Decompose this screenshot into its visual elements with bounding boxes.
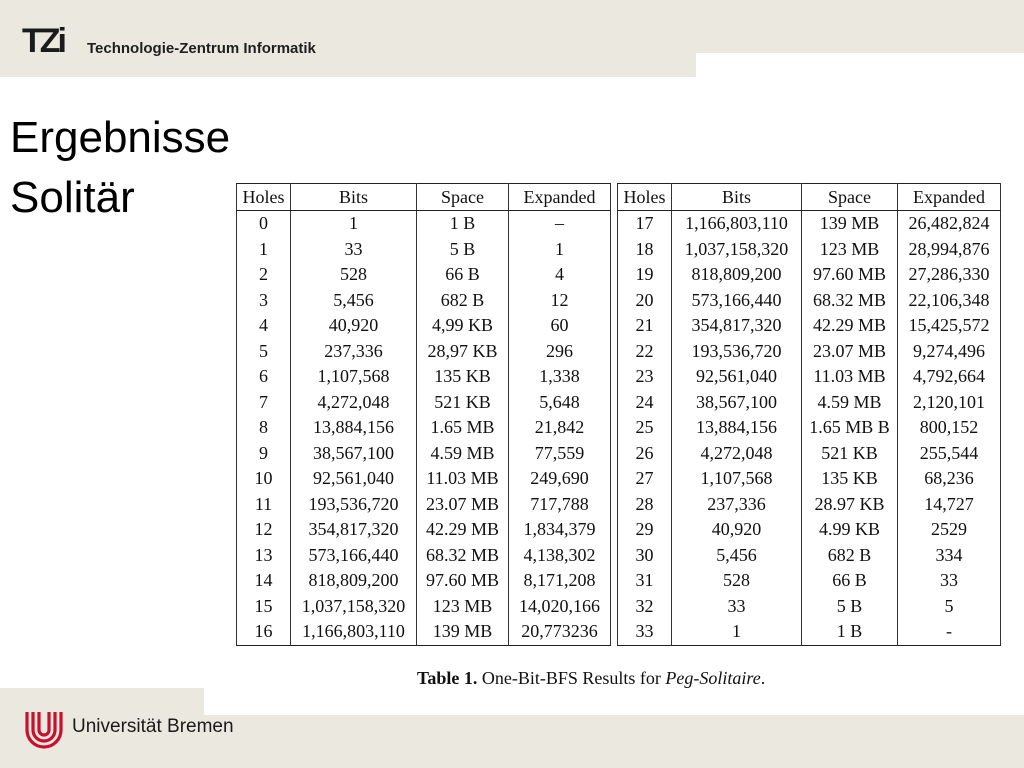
table-row [237, 492, 611, 518]
table-row [618, 415, 1001, 441]
table-cell: 4,99 KB [417, 313, 509, 339]
table-cell: 2,120,101 [898, 390, 1001, 416]
table-cell: 249,690 [509, 466, 611, 492]
table-row [237, 339, 611, 365]
table-cell: 237,336 [672, 492, 802, 518]
table-row [237, 568, 611, 594]
table-cell: 77,559 [509, 441, 611, 467]
title-line-1: Ergebnisse [10, 113, 231, 162]
table-cell: 4,272,048 [291, 390, 417, 416]
table-cell: 27,286,330 [898, 262, 1001, 288]
table-cell: 40,920 [672, 517, 802, 543]
table-row [618, 441, 1001, 467]
table-cell: 4,138,302 [509, 543, 611, 569]
table-cell: 682 B [802, 543, 898, 569]
table-cell: 68.32 MB [802, 288, 898, 314]
table-cell: 25 [618, 415, 672, 441]
table-cell: 1 [509, 237, 611, 263]
table-cell: 18 [618, 237, 672, 263]
table-cell: 1 [672, 619, 802, 645]
table-cell: 7 [237, 390, 291, 416]
table-cell: 28.97 KB [802, 492, 898, 518]
column-header: Expanded [509, 184, 611, 211]
table-body-right [618, 211, 1001, 646]
org-name: Technologie-Zentrum Informatik [87, 40, 316, 57]
table-row [618, 568, 1001, 594]
table-cell: 16 [237, 619, 291, 645]
table-cell: 682 B [417, 288, 509, 314]
table-cell: 97.60 MB [417, 568, 509, 594]
table-row [618, 211, 1001, 237]
tzi-logo [22, 24, 76, 58]
caption-label: Table 1. [417, 668, 478, 688]
caption-end: . [760, 668, 766, 688]
table-cell: 22,106,348 [898, 288, 1001, 314]
table-cell: 334 [898, 543, 1001, 569]
table-cell: 33 [672, 594, 802, 620]
table-cell: 717,788 [509, 492, 611, 518]
table-cell: 139 MB [417, 619, 509, 645]
table-caption [417, 668, 765, 689]
table-cell: 4,272,048 [672, 441, 802, 467]
header-band-right [696, 0, 1024, 53]
table-cell: 1,037,158,320 [291, 594, 417, 620]
table-cell: 14,727 [898, 492, 1001, 518]
caption-emphasis: Peg-Solitaire [665, 668, 761, 688]
table-row [618, 237, 1001, 263]
table-cell: 818,809,200 [291, 568, 417, 594]
table-cell: 26,482,824 [898, 211, 1001, 237]
table-cell: 4.99 KB [802, 517, 898, 543]
table-cell: 38,567,100 [672, 390, 802, 416]
table-cell: 135 KB [417, 364, 509, 390]
table-cell: 42.29 MB [802, 313, 898, 339]
table-cell: 4.59 MB [417, 441, 509, 467]
table-cell: 28 [618, 492, 672, 518]
table-cell: 4.59 MB [802, 390, 898, 416]
table-cell: 528 [291, 262, 417, 288]
university-bremen-logo [23, 708, 65, 750]
table-cell: 30 [618, 543, 672, 569]
table-cell: 1,834,379 [509, 517, 611, 543]
table-cell: 14 [237, 568, 291, 594]
table-row [618, 466, 1001, 492]
table-cell: 13,884,156 [291, 415, 417, 441]
table-row [237, 313, 611, 339]
table-cell: 193,536,720 [672, 339, 802, 365]
table-cell: 1 [291, 211, 417, 237]
table-header-row [618, 184, 1001, 211]
table-cell: 4 [237, 313, 291, 339]
table-row [237, 390, 611, 416]
table-cell: 20,773236 [509, 619, 611, 645]
table-cell: 33 [898, 568, 1001, 594]
table-cell: 3 [237, 288, 291, 314]
table-cell: 1 B [802, 619, 898, 645]
table-cell: 19 [618, 262, 672, 288]
table-cell: 4 [509, 262, 611, 288]
table-cell: 354,817,320 [672, 313, 802, 339]
table-cell: 1,107,568 [291, 364, 417, 390]
table-cell: 21 [618, 313, 672, 339]
table-cell: 1 B [417, 211, 509, 237]
table-cell: 123 MB [417, 594, 509, 620]
table-row [618, 543, 1001, 569]
table-cell: - [898, 619, 1001, 645]
table-row [237, 415, 611, 441]
table-row [618, 517, 1001, 543]
table-cell: 38,567,100 [291, 441, 417, 467]
table-cell: 10 [237, 466, 291, 492]
table-cell: 818,809,200 [672, 262, 802, 288]
table-cell: 97.60 MB [802, 262, 898, 288]
column-header: Holes [237, 184, 291, 211]
table-row [237, 441, 611, 467]
table-row [618, 364, 1001, 390]
table-row [618, 262, 1001, 288]
table-cell: 92,561,040 [291, 466, 417, 492]
svg-text:TZi: TZi [22, 24, 64, 58]
table-cell: 521 KB [417, 390, 509, 416]
table-row [237, 619, 611, 645]
caption-text: One-Bit-BFS Results for [481, 668, 661, 688]
table-cell: 5,456 [672, 543, 802, 569]
table-cell: 24 [618, 390, 672, 416]
table-cell: 1,166,803,110 [291, 619, 417, 645]
table-cell: 135 KB [802, 466, 898, 492]
table-cell: 528 [672, 568, 802, 594]
table-cell: 9,274,496 [898, 339, 1001, 365]
table-body-left [237, 211, 611, 646]
table-cell: 0 [237, 211, 291, 237]
table-cell: 23 [618, 364, 672, 390]
table-cell: 33 [618, 619, 672, 645]
university-name: Universität Bremen [72, 716, 234, 737]
column-header: Bits [672, 184, 802, 211]
table-cell: 12 [237, 517, 291, 543]
table-cell: 5,456 [291, 288, 417, 314]
table-cell: 9 [237, 441, 291, 467]
table-row [618, 288, 1001, 314]
table-cell: 60 [509, 313, 611, 339]
table-cell: 66 B [417, 262, 509, 288]
table-cell: 68.32 MB [417, 543, 509, 569]
table-cell: 11.03 MB [417, 466, 509, 492]
table-cell: 5 [898, 594, 1001, 620]
table-cell: 12 [509, 288, 611, 314]
table-cell: 193,536,720 [291, 492, 417, 518]
column-header: Bits [291, 184, 417, 211]
table-cell: 15,425,572 [898, 313, 1001, 339]
table-cell: 573,166,440 [672, 288, 802, 314]
table-cell: 42.29 MB [417, 517, 509, 543]
table-cell: 2 [237, 262, 291, 288]
table-cell: 13,884,156 [672, 415, 802, 441]
table-cell: 4,792,664 [898, 364, 1001, 390]
table-cell: 23.07 MB [417, 492, 509, 518]
table-header-row [237, 184, 611, 211]
title-line-2: Solitär [10, 173, 135, 222]
table-cell: 1,166,803,110 [672, 211, 802, 237]
table-cell: 2529 [898, 517, 1001, 543]
table-row [237, 543, 611, 569]
column-header: Holes [618, 184, 672, 211]
table-cell: 8,171,208 [509, 568, 611, 594]
table-cell: 123 MB [802, 237, 898, 263]
table-cell: 354,817,320 [291, 517, 417, 543]
table-cell: 17 [618, 211, 672, 237]
table-cell: 22 [618, 339, 672, 365]
table-cell: 1 [237, 237, 291, 263]
table-row [237, 288, 611, 314]
results-table-right [617, 183, 1001, 646]
column-header: Expanded [898, 184, 1001, 211]
table-cell: 5 B [802, 594, 898, 620]
table-cell: 27 [618, 466, 672, 492]
table-cell: 5 B [417, 237, 509, 263]
page-title [10, 108, 230, 228]
table-row [237, 211, 611, 237]
table-cell: 237,336 [291, 339, 417, 365]
table-row [237, 517, 611, 543]
table-row [618, 594, 1001, 620]
table-cell: 573,166,440 [291, 543, 417, 569]
table-cell: 6 [237, 364, 291, 390]
table-row [618, 313, 1001, 339]
table-cell: 68,236 [898, 466, 1001, 492]
table-cell: 28,994,876 [898, 237, 1001, 263]
header-band [0, 0, 696, 77]
table-cell: 255,544 [898, 441, 1001, 467]
table-row [237, 262, 611, 288]
table-cell: 1,037,158,320 [672, 237, 802, 263]
table-row [618, 339, 1001, 365]
table-cell: 5,648 [509, 390, 611, 416]
table-cell: 66 B [802, 568, 898, 594]
table-cell: 8 [237, 415, 291, 441]
table-cell: 21,842 [509, 415, 611, 441]
table-row [237, 237, 611, 263]
table-cell: 20 [618, 288, 672, 314]
table-cell: 23.07 MB [802, 339, 898, 365]
table-cell: 139 MB [802, 211, 898, 237]
table-cell: 521 KB [802, 441, 898, 467]
table-cell: 13 [237, 543, 291, 569]
table-row [618, 390, 1001, 416]
table-cell: 800,152 [898, 415, 1001, 441]
table-row [237, 364, 611, 390]
table-row [618, 492, 1001, 518]
table-cell: 296 [509, 339, 611, 365]
table-row [618, 619, 1001, 645]
table-cell: 1.65 MB B [802, 415, 898, 441]
table-cell: 26 [618, 441, 672, 467]
table-cell: 33 [291, 237, 417, 263]
table-cell: 40,920 [291, 313, 417, 339]
footer-band-right [204, 715, 1024, 768]
table-cell: 15 [237, 594, 291, 620]
column-header: Space [417, 184, 509, 211]
table-cell: – [509, 211, 611, 237]
results-table-left [236, 183, 611, 646]
table-cell: 14,020,166 [509, 594, 611, 620]
table-cell: 11 [237, 492, 291, 518]
table-cell: 11.03 MB [802, 364, 898, 390]
table-row [237, 594, 611, 620]
table-cell: 1,338 [509, 364, 611, 390]
table-cell: 92,561,040 [672, 364, 802, 390]
table-cell: 32 [618, 594, 672, 620]
column-header: Space [802, 184, 898, 211]
table-cell: 1.65 MB [417, 415, 509, 441]
table-cell: 29 [618, 517, 672, 543]
table-row [237, 466, 611, 492]
table-cell: 31 [618, 568, 672, 594]
table-cell: 1,107,568 [672, 466, 802, 492]
table-cell: 28,97 KB [417, 339, 509, 365]
table-cell: 5 [237, 339, 291, 365]
